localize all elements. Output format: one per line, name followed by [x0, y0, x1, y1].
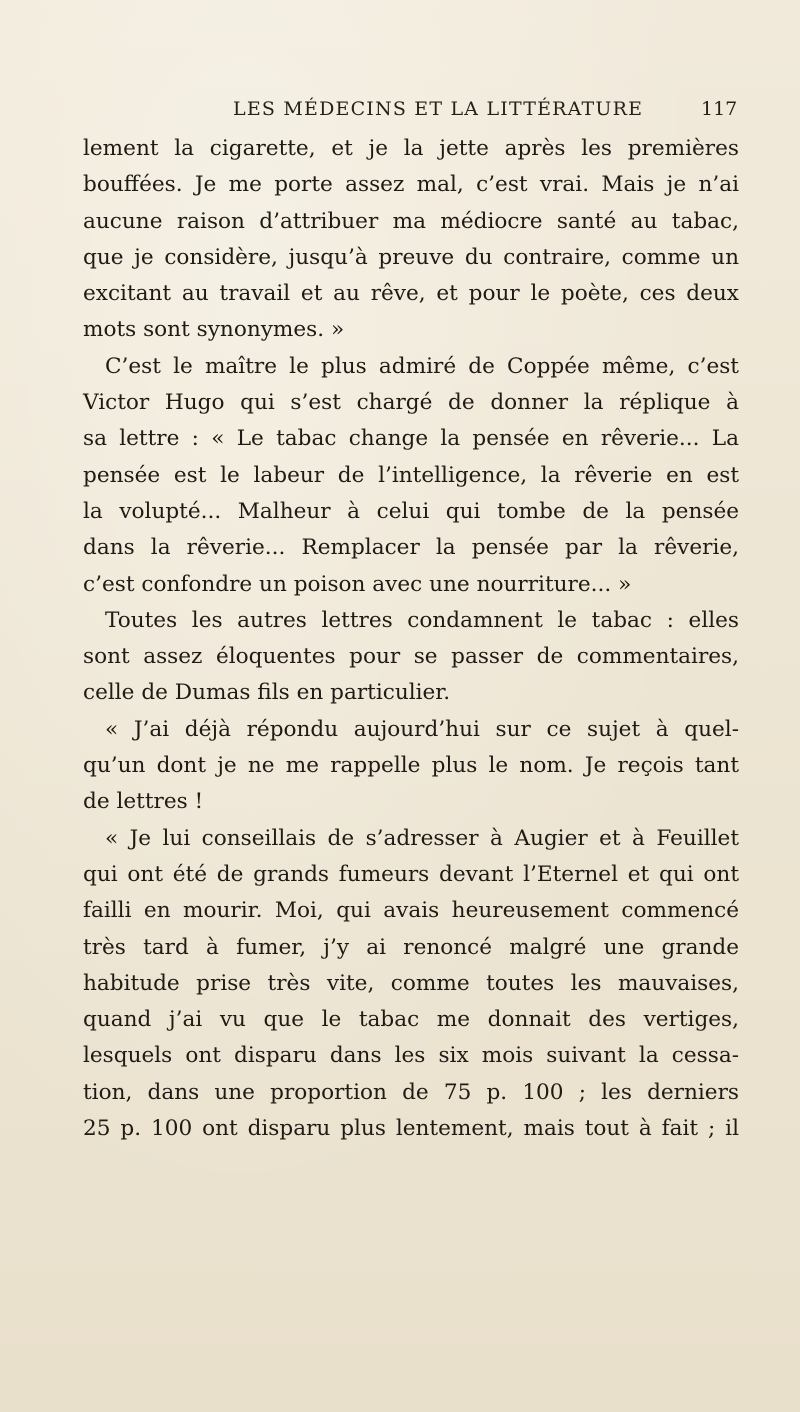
- text-line: Toutes les autres lettres condamnent le tabac : elles: [105, 607, 739, 633]
- text-line: qu’un dont je ne me rappelle plus le nom. Je reçois tant: [83, 753, 739, 779]
- text-line: aucune raison d’attribuer ma médiocre santé au tabac,: [83, 208, 739, 234]
- text-line: « J’ai déjà répondu aujourd’hui sur ce sujet à quel-: [105, 716, 739, 742]
- text-line: qui ont été de grands fumeurs devant l’Eternel et qui ont: [83, 861, 739, 887]
- text-line: bouffées. Je me porte assez mal, c’est vrai. Mais je n’ai: [83, 172, 739, 198]
- text-line: c’est confondre un poison avec une nourriture... »: [83, 571, 632, 597]
- page-number: 117: [701, 98, 738, 120]
- running-title: LES MÉDECINS ET LA LITTÉRATURE: [233, 98, 644, 120]
- text-line: lesquels ont disparu dans les six mois suivant la cessa-: [83, 1043, 739, 1069]
- text-line: que je considère, jusqu’à preuve du contraire, comme un: [83, 244, 739, 270]
- text-line: celle de Dumas fils en particulier.: [83, 680, 451, 706]
- text-line: sont assez éloquentes pour se passer de commentaires,: [83, 644, 739, 670]
- body-text: [83, 131, 739, 1147]
- text-line: lement la cigarette, et je la jette après les premières: [83, 136, 739, 161]
- text-line: de lettres !: [83, 789, 204, 815]
- text-line: la volupté... Malheur à celui qui tombe de la pensée: [83, 498, 739, 524]
- text-line: « Je lui conseillais de s’adresser à Augier et à Feuillet: [105, 825, 739, 851]
- text-line: quand j’ai vu que le tabac me donnait des vertiges,: [83, 1007, 739, 1033]
- text-line: excitant au travail et au rêve, et pour le poète, ces deux: [83, 281, 739, 307]
- text-line: C’est le maître le plus admiré de Coppée même, c’est: [105, 353, 739, 379]
- text-line: pensée est le labeur de l’intelligence, la rêverie en est: [83, 462, 739, 488]
- text-line: mots sont synonymes. »: [83, 317, 345, 343]
- text-line: très tard à fumer, j’y ai renoncé malgré une grande: [83, 934, 739, 960]
- page-header: [0, 98, 800, 128]
- text-line: tion, dans une proportion de 75 p. 100 ; les derniers: [83, 1079, 739, 1105]
- text-line: 25 p. 100 ont disparu plus lentement, mais tout à fait ; il: [83, 1116, 739, 1142]
- text-line: dans la rêverie... Remplacer la pensée par la rêverie,: [83, 535, 739, 561]
- text-line: Victor Hugo qui s’est chargé de donner la réplique à: [83, 390, 739, 416]
- text-line: failli en mourir. Moi, qui avais heureusement commencé: [83, 898, 739, 924]
- text-line: sa lettre : « Le tabac change la pensée en rêverie... La: [83, 426, 739, 452]
- text-line: habitude prise très vite, comme toutes les mauvaises,: [83, 970, 739, 996]
